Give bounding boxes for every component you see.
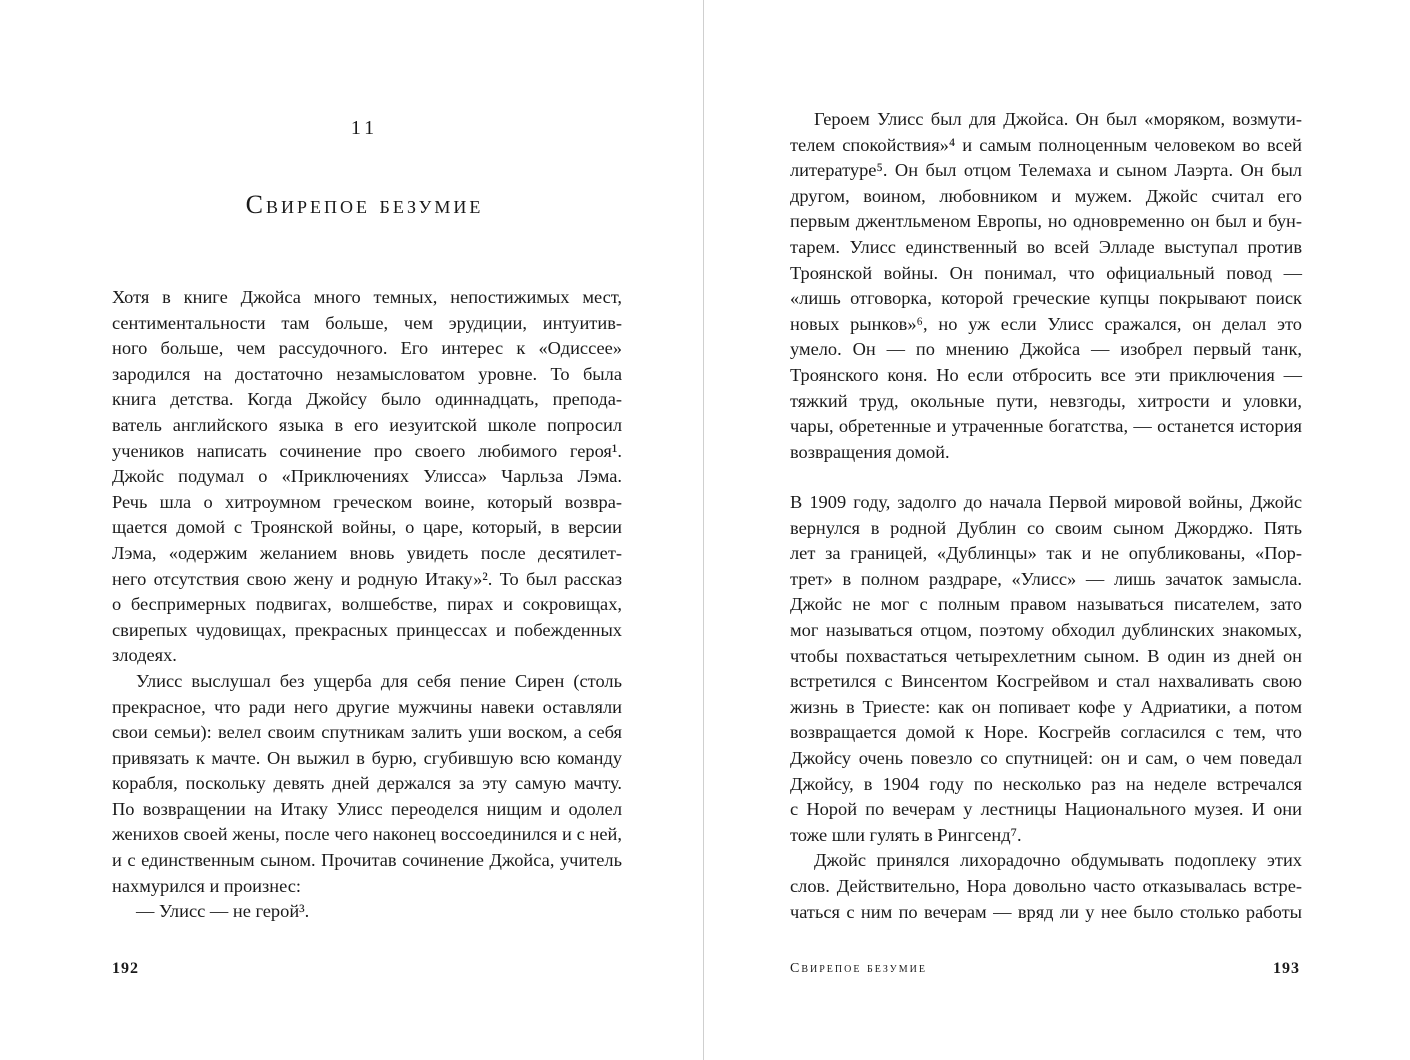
text-line: литературе⁵. Он был отцом Телемаха и сыном Лаэрта. Он был <box>790 160 1302 181</box>
page-number-right: 193 <box>1273 960 1300 977</box>
text-line: чтобы похвастаться четырехлетним сыном. В один из дней он <box>790 645 1302 666</box>
right-body-text-1 <box>790 107 1302 465</box>
text-line: книга детства. Когда Джойсу было одиннадцать, препода- <box>112 389 622 410</box>
text-line: чары, обретенные и утраченные богатства, — останется история <box>790 416 1302 437</box>
text-line: встретился с Винсентом Косгрейвом и стал нахваливать свою <box>790 671 1302 692</box>
text-line: возвращается домой к Норе. Косгрейв согласился с тем, что <box>790 722 1302 743</box>
text-line: злодеях. <box>112 645 177 666</box>
text-line: «лишь отговорка, которой греческие купцы покрывают поиск <box>790 288 1302 309</box>
text-line: тарем. Улисс единственный во всей Элладе выступал против <box>790 236 1302 257</box>
running-head: Свирепое безумие <box>790 961 927 976</box>
gutter-divider <box>703 0 704 1060</box>
text-line: с Норой по вечерам у лестницы Национального музея. И они <box>790 799 1302 820</box>
text-line: трет» в полном раздраре, «Улисс» — лишь зачаток замысла. <box>790 568 1302 589</box>
text-line: слов. Действительно, Нора довольно часто отказывалась встре- <box>790 875 1302 896</box>
text-line: тяжкий труд, окольные пути, невзгоды, хитрости и уловки, <box>790 390 1302 411</box>
text-line: свои семьи): велел своим спутникам залить уши воском, а себя <box>112 722 622 743</box>
text-line: Улисс выслушал без ущерба для себя пение Сирен (столь <box>136 670 622 691</box>
text-line: В 1909 году, задолго до начала Первой мировой войны, Джойс <box>790 492 1302 512</box>
text-line: сентиментальности там больше, чем эрудиции, интуитив- <box>112 312 622 333</box>
text-line: возвращения домой. <box>790 441 950 462</box>
text-line: него отсутствия свою жену и родную Итаку»². То был рассказ <box>112 568 622 589</box>
text-line: щается домой с Троянской войны, о царе, который, в версии <box>112 517 622 538</box>
text-line: привязать к мачте. Он выжил в бурю, сгубившую всю команду <box>112 747 622 768</box>
text-line: корабля, поскольку девять дней держался за эту самую мачту. <box>112 773 622 794</box>
text-line: зародился на достаточно незамысловатом уровне. То была <box>112 363 622 384</box>
text-line: мог называться отцом, поэтому обходил дублинских знакомых, <box>790 619 1302 640</box>
text-line: чаться с ним по вечерам — вряд ли у нее было столько работы <box>790 901 1302 922</box>
text-line: Лэма, «одержим желанием вновь увидеть после десятилет- <box>112 542 622 563</box>
text-line: Хотя в книге Джойса много темных, непостижимых мест, <box>112 287 622 307</box>
text-line: и с единственным сыном. Прочитав сочинение Джойса, учитель <box>112 850 622 871</box>
text-line: другом, воином, любовником и мужем. Джойс считал его <box>790 185 1302 206</box>
right-body-text-2 <box>790 490 1302 925</box>
text-line: ного больше, чем рассудочного. Его интерес к «Одиссее» <box>112 338 622 359</box>
text-line: новых рынков»⁶, но уж если Улисс сражался, он делал это <box>790 313 1302 334</box>
text-line: ватель английского языка в его иезуитской школе попросил <box>112 414 622 435</box>
text-line: Джойсу очень повезло со спутницей: он и сам, о чем поведал <box>790 747 1302 768</box>
text-line: — Улисс — не герой³. <box>136 901 310 922</box>
page-number-left: 192 <box>112 960 139 977</box>
text-line: умело. Он — по мнению Джойса — изобрел первый танк, <box>790 339 1302 360</box>
text-line: вернулся в родной Дублин со своим сыном Джорджо. Пять <box>790 517 1302 538</box>
text-line: учеников написать сочинение про своего любимого героя¹. <box>112 440 622 461</box>
text-line: телем спокойствия»⁴ и самым полноценным человеком во всей <box>790 134 1302 155</box>
text-line: Троянской войны. Он понимал, что официальный повод — <box>790 262 1302 283</box>
text-line: первым джентльменом Европы, но одновременно он был и бун- <box>790 211 1302 232</box>
text-line: Джойсу, в 1904 году по несколько раз на неделе встречался <box>790 773 1302 794</box>
text-line: Троянского коня. Но если отбросить все эти приключения — <box>790 364 1302 385</box>
text-line: женихов своей жены, после чего наконец воссоединился и с ней, <box>112 824 622 845</box>
text-line: о беспримерных подвигах, волшебстве, пирах и сокровищах, <box>112 594 622 615</box>
text-line: Джойс подумал о «Приключениях Улисса» Чарльза Лэма. <box>112 466 622 487</box>
text-line: нахмурился и произнес: <box>112 875 301 896</box>
text-line: лет за границей, «Дублинцы» так и не опубликованы, «Пор- <box>790 543 1302 564</box>
left-body-text <box>112 285 622 925</box>
text-line: свирепых чудовищах, прекрасных принцессах и побежденных <box>112 619 622 640</box>
chapter-number: 11 <box>350 117 379 139</box>
chapter-title: Свирепое безумие <box>245 190 484 219</box>
left-page <box>0 0 703 1060</box>
text-line: жизнь в Триесте: как он попивает кофе у Адриатики, а потом <box>790 696 1302 717</box>
text-line: Джойс не мог с полным правом называться писателем, зато <box>790 594 1302 615</box>
text-line: прекрасное, что ради него другие мужчины навеки оставляли <box>112 696 622 717</box>
text-line: тоже шли гулять в Рингсенд⁷. <box>790 824 1022 845</box>
text-line: Джойс принялся лихорадочно обдумывать подоплеку этих <box>814 850 1302 871</box>
text-line: По возвращении на Итаку Улисс переоделся нищим и одолел <box>112 798 622 819</box>
text-line: Героем Улисс был для Джойса. Он был «моряком, возмути- <box>814 109 1302 129</box>
text-line: Речь шла о хитроумном греческом воине, который возвра- <box>112 491 622 512</box>
right-page <box>705 0 1410 1060</box>
